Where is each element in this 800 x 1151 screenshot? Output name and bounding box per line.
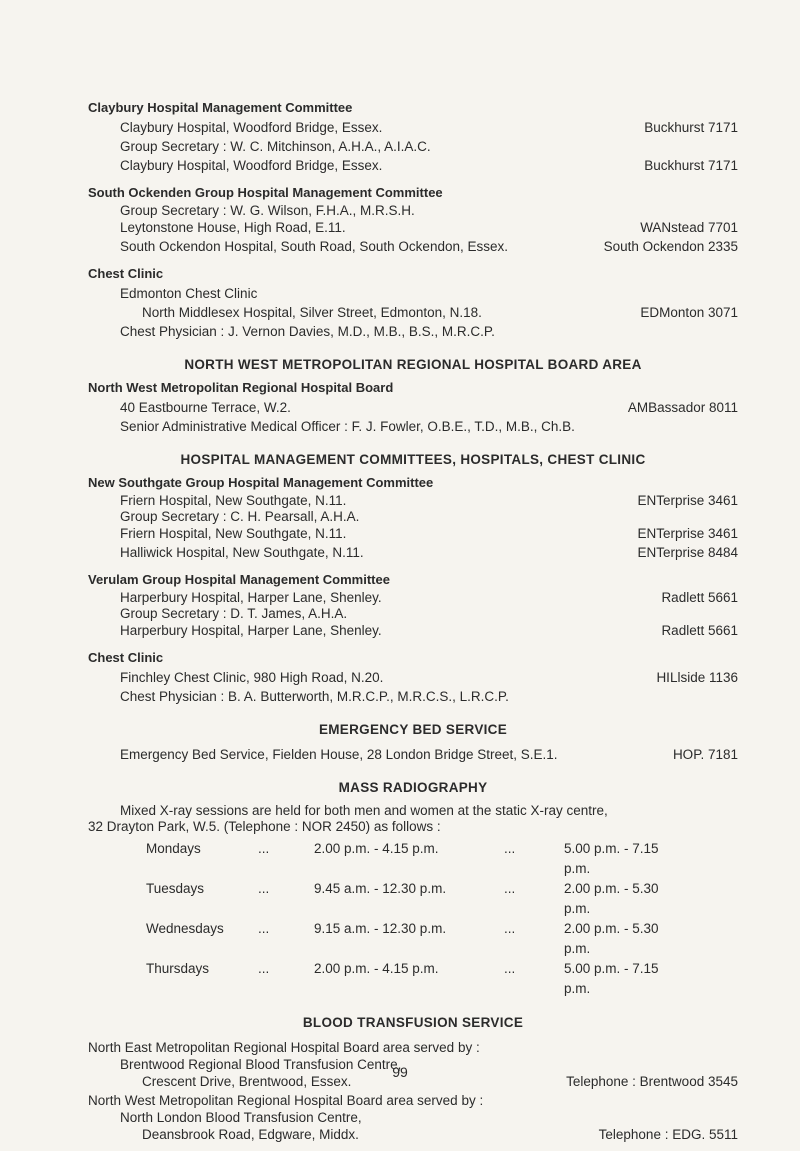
day: Mondays	[146, 841, 201, 856]
blood-ne-line: North East Metropolitan Regional Hospital Board area served by :	[88, 1040, 480, 1055]
telephone: Telephone : Brentwood 3545	[566, 1074, 738, 1089]
evening-session: 2.00 p.m. - 5.30 p.m.	[564, 921, 659, 956]
claybury-secretary: Group Secretary : W. C. Mitchinson, A.H.A., A.I.A.C.	[120, 139, 431, 154]
schedule-row	[146, 919, 738, 959]
address: Harperbury Hospital, Harper Lane, Shenley.	[120, 590, 382, 605]
chest-clinic-1-header: Chest Clinic	[88, 266, 164, 281]
telephone: ENTerprise 3461	[637, 493, 738, 508]
evening-session: 2.00 p.m. - 5.30 p.m.	[564, 881, 659, 916]
ockenden-row-2	[88, 218, 738, 237]
leader: ...	[504, 921, 516, 936]
claybury-row-1	[88, 118, 738, 137]
address: Leytonstone House, High Road, E.11.	[120, 220, 346, 235]
nw-board-officer: Senior Administrative Medical Officer : F. J. Fowler, O.B.E., T.D., M.B., Ch.B.	[120, 419, 575, 434]
nw-area-title: NORTH WEST METROPOLITAN REGIONAL HOSPITAL BOARD AREA	[184, 357, 642, 372]
blood-ne-centre: Brentwood Regional Blood Transfusion Centre,	[120, 1057, 402, 1072]
leader: ...	[258, 921, 270, 936]
southgate-row-4	[88, 543, 738, 562]
address: Finchley Chest Clinic, 980 High Road, N.20.	[120, 670, 384, 685]
address: North Middlesex Hospital, Silver Street, Edmonton, N.18.	[142, 305, 482, 320]
telephone: Radlett 5661	[661, 590, 738, 605]
schedule-row	[146, 879, 738, 919]
morning-session: 2.00 p.m. - 4.15 p.m.	[314, 961, 439, 976]
telephone: Buckhurst 7171	[644, 158, 738, 173]
leader: ...	[504, 881, 516, 896]
document-body	[88, 100, 738, 1144]
southgate-secretary: Group Secretary : C. H. Pearsall, A.H.A.	[120, 509, 360, 524]
verulam-secretary: Group Secretary : D. T. James, A.H.A.	[120, 606, 348, 621]
telephone: EDMonton 3071	[640, 305, 738, 320]
telephone: HOP. 7181	[672, 747, 738, 762]
telephone: Buckhurst 7171	[644, 120, 738, 135]
address: Claybury Hospital, Woodford Bridge, Essex.	[120, 120, 383, 135]
radiography-title: MASS RADIOGRAPHY	[338, 780, 488, 795]
schedule-row	[146, 959, 738, 999]
ockenden-secretary: Group Secretary : W. G. Wilson, F.H.A., M.R.S.H.	[120, 203, 415, 218]
verulam-row-1	[88, 590, 738, 606]
nw-board-header: North West Metropolitan Regional Hospital Board	[88, 380, 394, 395]
radiography-schedule	[146, 839, 738, 999]
address: Deansbrook Road, Edgware, Middx.	[142, 1127, 359, 1142]
chest-clinic-1-physician: Chest Physician : J. Vernon Davies, M.D., M.B., B.S., M.R.C.P.	[120, 324, 495, 339]
telephone: South Ockendon 2335	[603, 239, 738, 254]
telephone: Radlett 5661	[661, 623, 738, 638]
southgate-row-1	[88, 493, 738, 509]
address: Friern Hospital, New Southgate, N.11.	[120, 526, 347, 541]
leader: ...	[504, 961, 516, 976]
claybury-row-3	[88, 156, 738, 175]
morning-session: 2.00 p.m. - 4.15 p.m.	[314, 841, 439, 856]
chest-clinic-1-row-2	[88, 303, 738, 322]
emergency-title: EMERGENCY BED SERVICE	[318, 722, 508, 737]
morning-session: 9.15 a.m. - 12.30 p.m.	[314, 921, 447, 936]
leader: ...	[258, 961, 270, 976]
address: Harperbury Hospital, Harper Lane, Shenley.	[120, 623, 382, 638]
day: Tuesdays	[146, 881, 205, 896]
blood-nw-line: North West Metropolitan Regional Hospital Board area served by :	[88, 1093, 484, 1108]
radiography-intro-2: 32 Drayton Park, W.5. (Telephone : NOR 2450) as follows :	[88, 819, 441, 834]
schedule-row	[146, 839, 738, 879]
chest-clinic-2-row-1	[88, 668, 738, 687]
telephone: ENTerprise 3461	[637, 526, 738, 541]
claybury-header: Claybury Hospital Management Committee	[88, 100, 353, 115]
day: Thursdays	[146, 961, 210, 976]
address: Emergency Bed Service, Fielden House, 28 London Bridge Street, S.E.1.	[120, 747, 558, 762]
address: Claybury Hospital, Woodford Bridge, Essex.	[120, 158, 383, 173]
blood-nw-address-row	[88, 1125, 738, 1144]
chest-clinic-1-name: Edmonton Chest Clinic	[120, 286, 258, 301]
blood-nw-centre: North London Blood Transfusion Centre,	[120, 1110, 362, 1125]
ockenden-header: South Ockenden Group Hospital Management Committee	[88, 185, 443, 200]
leader: ...	[504, 841, 516, 856]
southgate-row-3	[88, 524, 738, 543]
morning-session: 9.45 a.m. - 12.30 p.m.	[314, 881, 447, 896]
emergency-row	[88, 745, 738, 764]
verulam-header: Verulam Group Hospital Management Committee	[88, 572, 390, 587]
page-number: 99	[392, 1064, 408, 1080]
address: 40 Eastbourne Terrace, W.2.	[120, 400, 291, 415]
nw-board-row-1	[88, 398, 738, 417]
telephone: AMBassador 8011	[627, 400, 738, 415]
address: South Ockendon Hospital, South Road, South Ockendon, Essex.	[120, 239, 508, 254]
address: Friern Hospital, New Southgate, N.11.	[120, 493, 347, 508]
leader: ...	[258, 881, 270, 896]
address: Crescent Drive, Brentwood, Essex.	[142, 1074, 352, 1089]
telephone: WANstead 7701	[640, 220, 738, 235]
hmc-title: HOSPITAL MANAGEMENT COMMITTEES, HOSPITALS, CHEST CLINIC	[180, 452, 646, 467]
leader: ...	[258, 841, 270, 856]
telephone: Telephone : EDG. 5511	[598, 1127, 738, 1142]
telephone: HILlside 1136	[656, 670, 738, 685]
blood-title: BLOOD TRANSFUSION SERVICE	[302, 1015, 524, 1030]
evening-session: 5.00 p.m. - 7.15 p.m.	[564, 841, 659, 876]
ockenden-row-3	[88, 237, 738, 256]
verulam-row-3	[88, 621, 738, 640]
day: Wednesdays	[146, 921, 224, 936]
telephone: ENTerprise 8484	[637, 545, 738, 560]
chest-clinic-2-header: Chest Clinic	[88, 650, 164, 665]
radiography-intro-1: Mixed X-ray sessions are held for both men and women at the static X-ray centre,	[120, 803, 608, 818]
chest-clinic-2-physician: Chest Physician : B. A. Butterworth, M.R.C.P., M.R.C.S., L.R.C.P.	[120, 689, 509, 704]
evening-session: 5.00 p.m. - 7.15 p.m.	[564, 961, 659, 996]
southgate-header: New Southgate Group Hospital Management Committee	[88, 475, 434, 490]
address: Halliwick Hospital, New Southgate, N.11.	[120, 545, 364, 560]
